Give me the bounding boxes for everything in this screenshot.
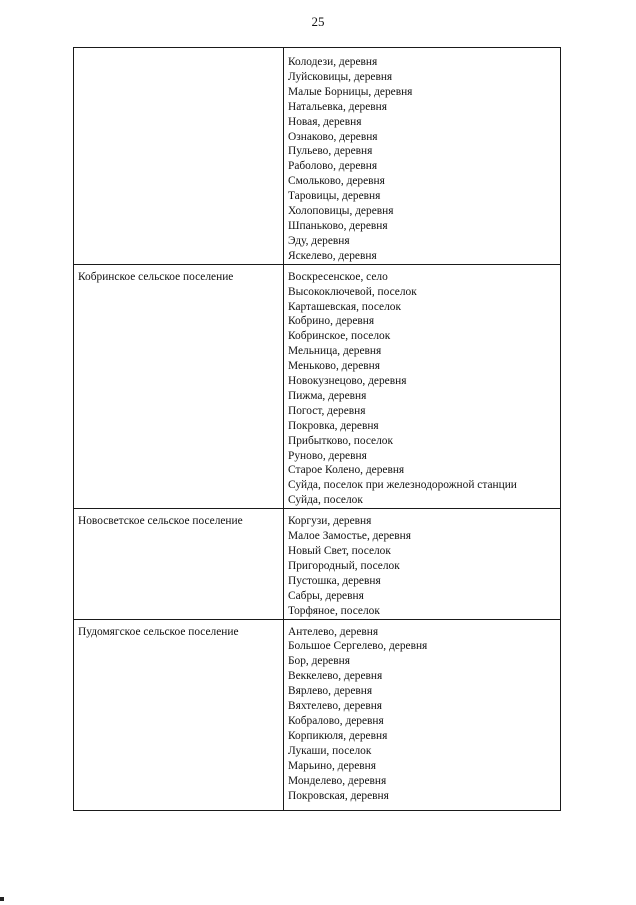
place-item: Лукаши, поселок	[288, 744, 372, 757]
place-item: Пижма, деревня	[288, 389, 367, 402]
place-item: Натальевка, деревня	[288, 100, 388, 113]
place-item: Таровицы, деревня	[288, 190, 381, 203]
place-item: Ознаково, деревня	[288, 130, 378, 143]
place-item: Бор, деревня	[288, 655, 350, 668]
place-item: Пустошка, деревня	[288, 574, 381, 587]
place-item: Колодези, деревня	[288, 56, 378, 68]
scan-mark	[0, 897, 4, 901]
place-item: Новокузнецово, деревня	[288, 375, 407, 388]
place-item: Малое Замостье, деревня	[288, 530, 411, 543]
table-row	[74, 48, 561, 265]
place-item: Суйда, поселок	[288, 494, 363, 507]
place-item: Прибытково, поселок	[288, 434, 394, 447]
place-item: Кобрино, деревня	[288, 315, 375, 328]
place-item: Мельница, деревня	[288, 345, 382, 358]
place-item: Луйсковицы, деревня	[288, 70, 393, 83]
places-cell	[284, 509, 561, 619]
table-row	[74, 619, 561, 810]
place-item: Пригородный, поселок	[288, 559, 400, 572]
place-item: Воскресенское, село	[288, 270, 388, 283]
place-item: Суйда, поселок при железнодорожной станции	[288, 479, 517, 492]
settlement-cell: Новосветское сельское поселение	[74, 509, 284, 619]
place-item: Карташевская, поселок	[288, 300, 402, 313]
place-item: Старое Колено, деревня	[288, 464, 405, 477]
place-item: Шпаньково, деревня	[288, 219, 388, 232]
settlement-cell: Пудомягское сельское поселение	[74, 619, 284, 810]
place-item: Большое Сергелево, деревня	[288, 640, 428, 653]
place-item: Корпикюля, деревня	[288, 729, 388, 742]
place-item: Погост, деревня	[288, 404, 366, 417]
place-item: Раболово, деревня	[288, 160, 378, 173]
place-item: Веккелево, деревня	[288, 670, 383, 683]
place-item: Монделево, деревня	[288, 774, 387, 787]
place-item: Яскелево, деревня	[288, 249, 377, 262]
places-cell	[284, 264, 561, 509]
place-item: Вярлево, деревня	[288, 685, 373, 698]
place-item: Меньково, деревня	[288, 360, 380, 373]
place-item: Высокоключевой, поселок	[288, 285, 417, 298]
place-item: Покровская, деревня	[288, 789, 389, 802]
place-item: Руново, деревня	[288, 449, 367, 462]
place-item: Пульево, деревня	[288, 145, 373, 158]
place-item: Антелево, деревня	[288, 625, 379, 638]
place-item: Вяхтелево, деревня	[288, 700, 383, 713]
place-item: Новая, деревня	[288, 115, 362, 128]
place-item: Торфяное, поселок	[288, 604, 380, 617]
place-item: Покровка, деревня	[288, 419, 379, 432]
settlement-cell: Кобринское сельское поселение	[74, 264, 284, 509]
place-item: Коргузи, деревня	[288, 515, 372, 528]
place-item: Кобралово, деревня	[288, 714, 384, 727]
place-item: Марьино, деревня	[288, 759, 376, 772]
places-cell	[284, 619, 561, 810]
table-row	[74, 264, 561, 509]
settlement-cell	[74, 48, 284, 265]
place-item: Новый Свет, поселок	[288, 545, 391, 557]
place-item: Смольково, деревня	[288, 175, 385, 188]
place-item: Эду, деревня	[288, 234, 350, 247]
place-item: Кобринское, поселок	[288, 330, 391, 343]
place-item: Холоповицы, деревня	[288, 205, 394, 218]
table-row	[74, 509, 561, 619]
settlements-table	[73, 47, 561, 811]
page-number: 25	[311, 14, 325, 29]
place-item: Сабры, деревня	[288, 589, 364, 602]
places-cell	[284, 48, 561, 265]
place-item: Малые Борницы, деревня	[288, 85, 413, 98]
